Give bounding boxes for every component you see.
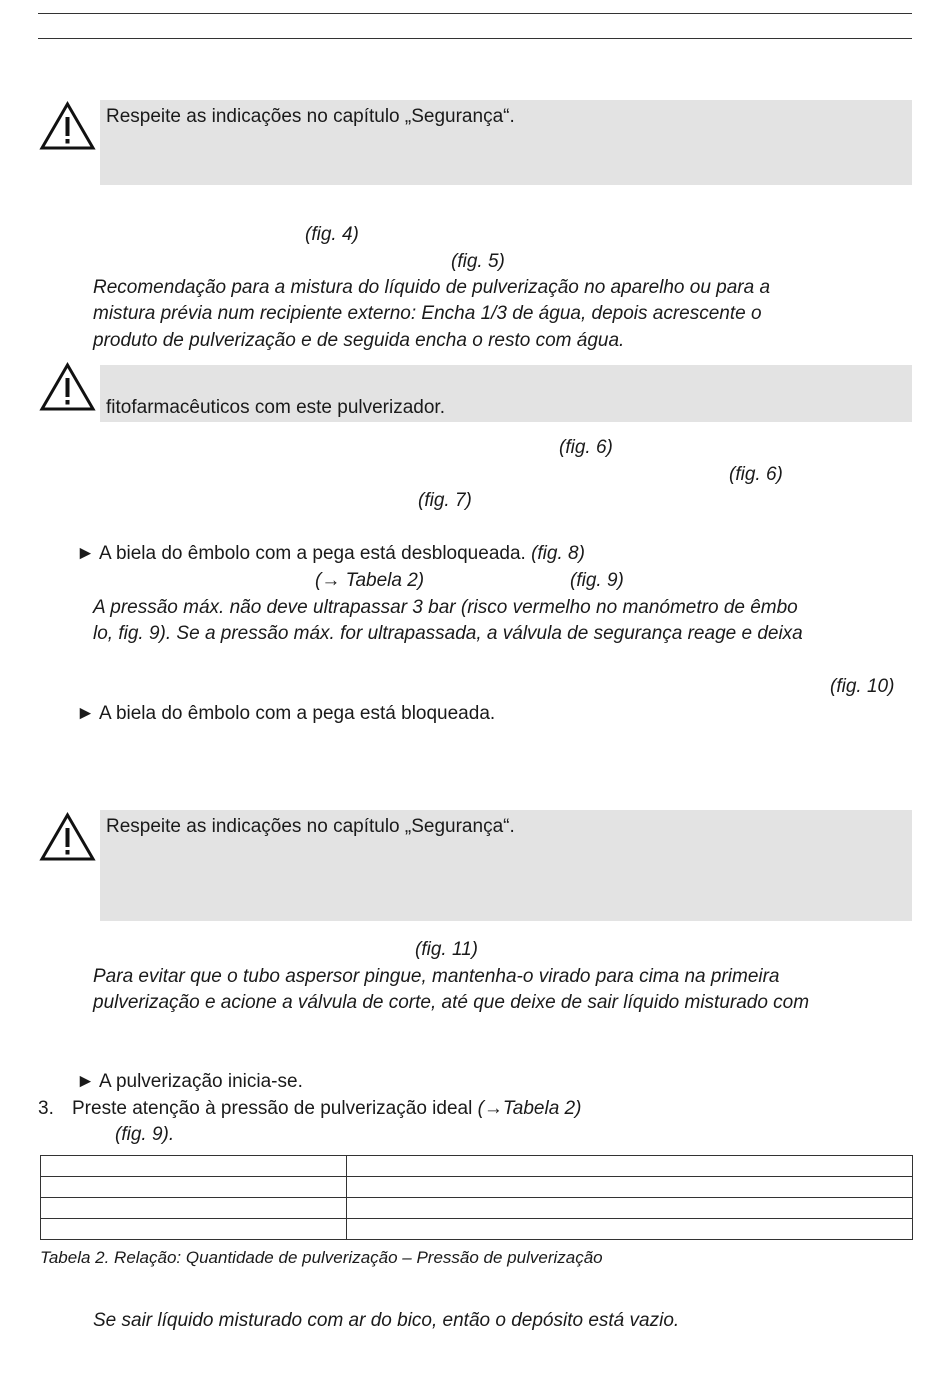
table-2 — [40, 1155, 913, 1240]
table-cell — [41, 1156, 347, 1177]
warning-triangle-icon — [39, 101, 96, 151]
step-3-number: 3. — [38, 1098, 54, 1119]
result-unlocked-text: ► A biela do êmbolo com a pega está desbloqueada. — [76, 543, 532, 564]
mix-recommendation-line-1: Recomendação para a mistura do líquido de pulverização no aparelho ou para a — [93, 277, 771, 298]
pressure-note-line-2: lo, fig. 9). Se a pressão máx. for ultrapassada, a válvula de segurança reage e deixa — [93, 623, 803, 644]
mix-recommendation-line-2: mistura prévia num recipiente externo: Encha 1/3 de água, depois acrescente o — [93, 303, 762, 324]
table-2-ref: (→ Tabela 2) — [315, 570, 425, 591]
table-cell — [41, 1198, 347, 1219]
pressure-note-line-1: A pressão máx. não deve ultrapassar 3 bar (risco vermelho no manómetro de êmbo — [93, 597, 798, 618]
fig-ref-8: (fig. 8) — [531, 543, 585, 564]
header-rule-bottom — [38, 38, 912, 39]
step-3-text: Preste atenção à pressão de pulverização ideal — [72, 1098, 478, 1119]
table-row — [41, 1177, 913, 1198]
table-cell — [347, 1198, 913, 1219]
warning-triangle-icon — [39, 362, 96, 412]
table-cell — [347, 1156, 913, 1177]
drip-note-line-2: pulverização e acione a válvula de corte, até que deixe de sair líquido misturado com — [93, 992, 810, 1013]
fig-ref-9: (fig. 9) — [570, 570, 624, 591]
header-rule-top — [38, 13, 912, 14]
fig-ref-11: (fig. 11) — [415, 939, 479, 960]
safety-notice-text-2: Respeite as indicações no capítulo „Segurança“. — [106, 816, 515, 837]
fig-ref-6b: (fig. 6) — [729, 464, 783, 485]
fig-ref-4: (fig. 4) — [305, 224, 359, 245]
step-3-table-ref: (→Tabela 2) — [477, 1098, 582, 1119]
fig-ref-10: (fig. 10) — [830, 676, 895, 697]
warning-triangle-icon — [39, 812, 96, 862]
table-cell — [347, 1219, 913, 1240]
plant-protection-notice-text: fitofarmacêuticos com este pulverizador. — [106, 397, 445, 418]
table-cell — [41, 1219, 347, 1240]
drip-note-line-1: Para evitar que o tubo aspersor pingue, mantenha-o virado para cima na primeira — [93, 966, 780, 987]
mix-recommendation-line-3: produto de pulverização e de seguida encha o resto com água. — [93, 330, 625, 351]
fig-ref-9b: (fig. 9). — [115, 1124, 175, 1145]
fig-ref-6a: (fig. 6) — [559, 437, 613, 458]
empty-tank-note: Se sair líquido misturado com ar do bico, então o depósito está vazio. — [93, 1310, 680, 1331]
table-row — [41, 1198, 913, 1219]
table-cell — [41, 1177, 347, 1198]
safety-notice-text: Respeite as indicações no capítulo „Segurança“. — [106, 106, 515, 127]
result-locked: ► A biela do êmbolo com a pega está bloqueada. — [76, 703, 496, 724]
table-row — [41, 1156, 913, 1177]
result-unlocked — [76, 541, 585, 567]
fig-ref-5: (fig. 5) — [451, 251, 505, 272]
fig-ref-7: (fig. 7) — [418, 490, 472, 511]
result-spray-start: ► A pulverização inicia-se. — [76, 1071, 303, 1092]
table-caption: Tabela 2. Relação: Quantidade de pulverização – Pressão de pulverização — [40, 1248, 603, 1267]
table-row — [41, 1219, 913, 1240]
step-3 — [72, 1096, 581, 1122]
table-cell — [347, 1177, 913, 1198]
